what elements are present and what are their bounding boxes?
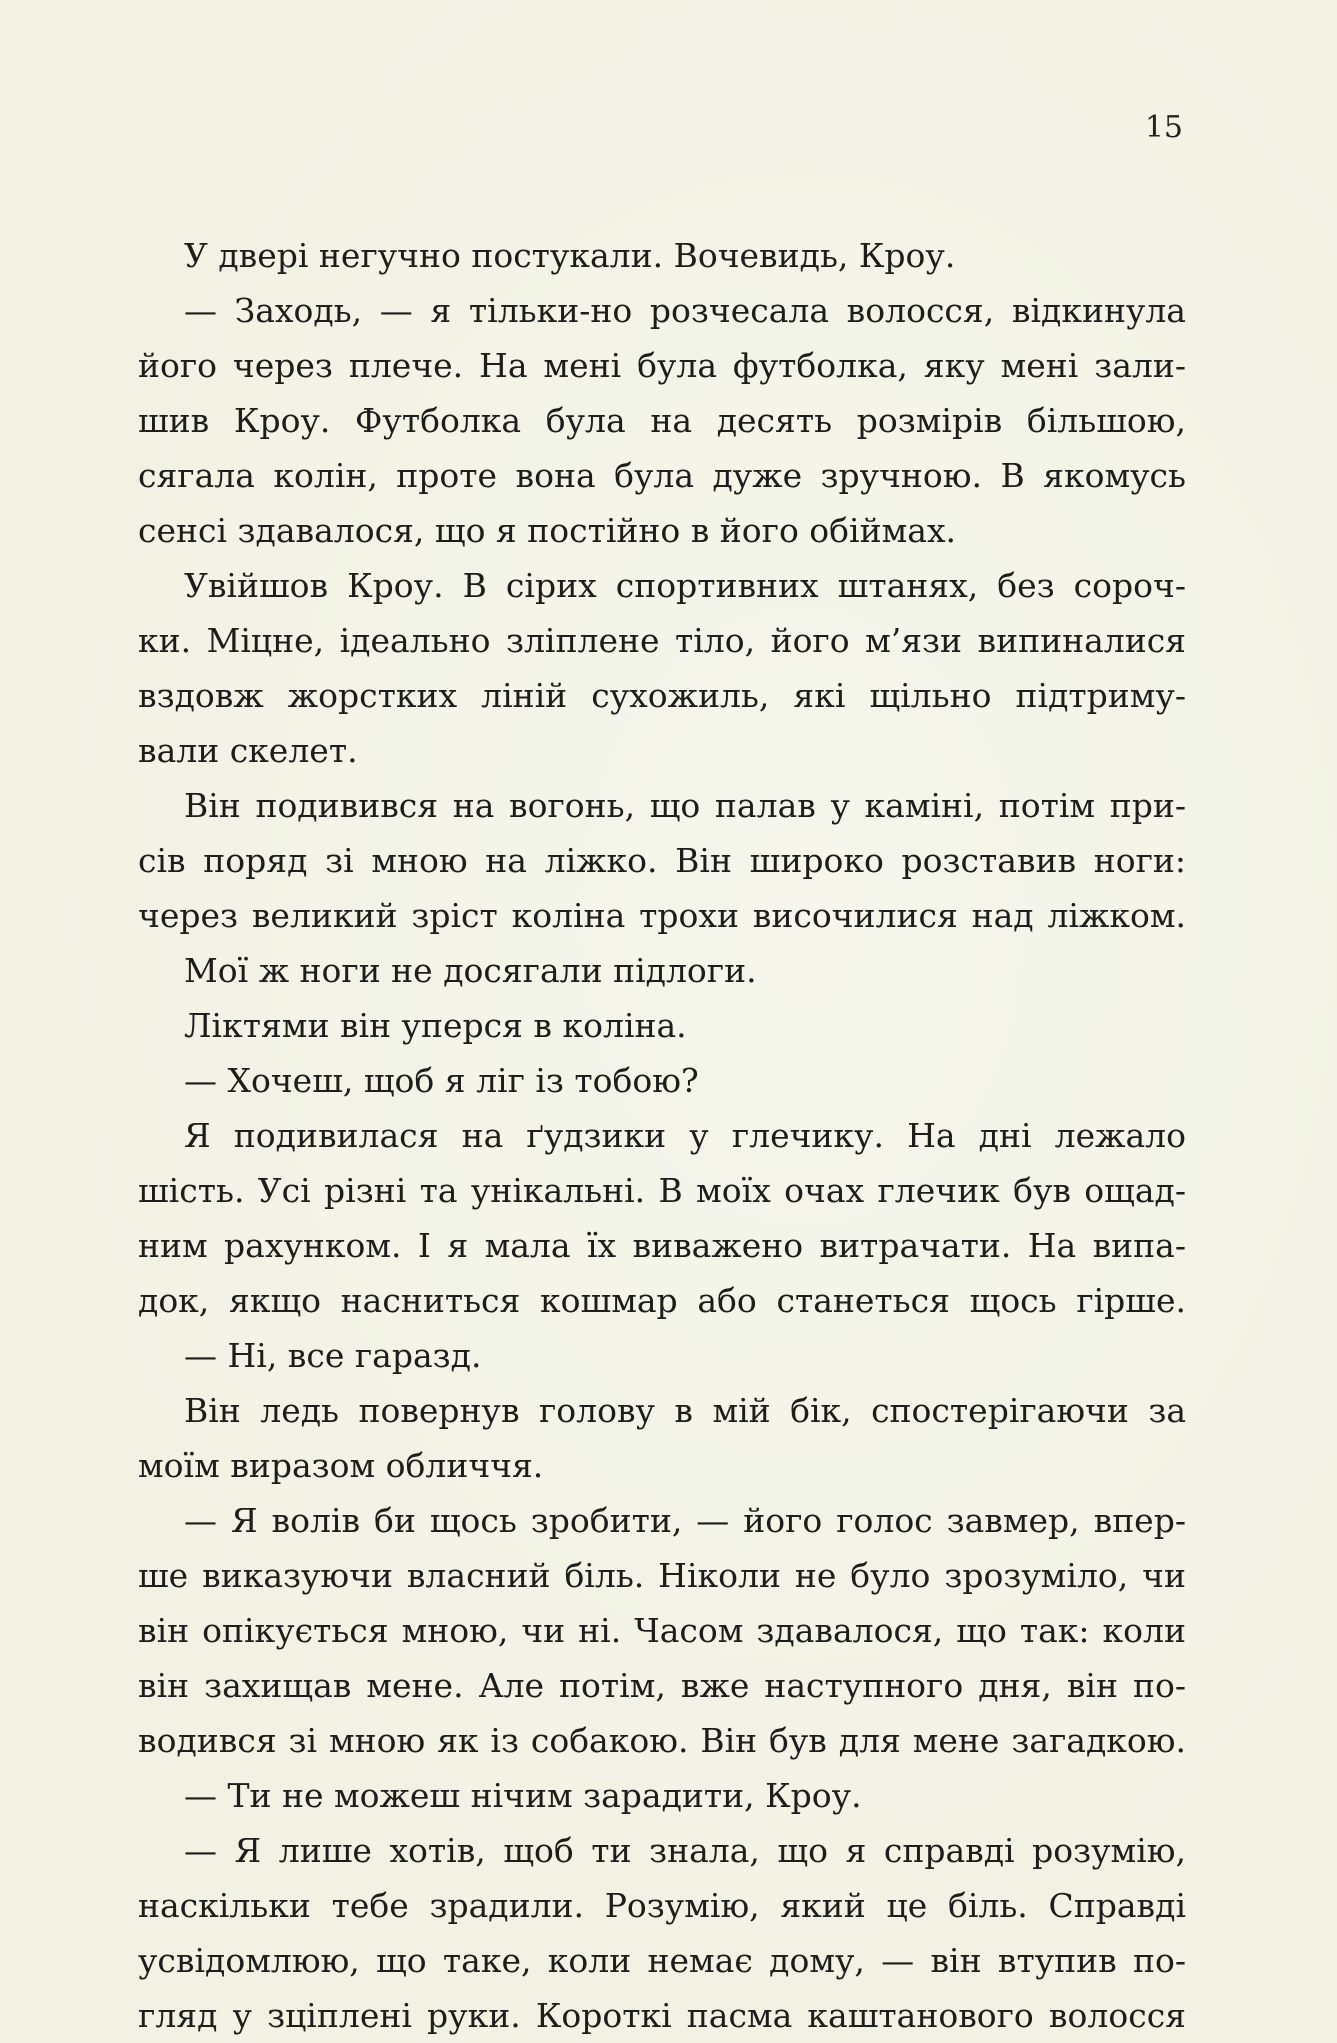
text-line: — Ти не можеш нічим зарадити, Кроу. [184,1776,862,1815]
text-line: — Ні, все гаразд. [184,1336,482,1375]
text-line: сягала колін, проте вона була дуже зручною. В якомусь [138,456,1186,495]
text-line: Ліктями він уперся в коліна. [184,1006,687,1045]
text-line: він опікується мною, чи ні. Часом здавалося, що так: коли [138,1611,1186,1650]
text-line: — Я волів би щось зробити, — його голос завмер, впер- [184,1501,1186,1540]
text-line: моїм виразом обличчя. [138,1446,544,1485]
text-line: ки. Міцне, ідеально зліплене тіло, його м’язи випиналися [138,621,1186,660]
text-line: через великий зріст коліна трохи височилися над ліжком. [138,896,1186,935]
text-line: Я подивилася на ґудзики у глечику. На дні лежало [184,1116,1186,1155]
text-line: Він ледь повернув голову в мій бік, спостерігаючи за [184,1391,1186,1430]
text-line: — Я лише хотів, щоб ти знала, що я справді розумію, [184,1831,1186,1870]
text-line: водився зі мною як із собакою. Він був для мене загадкою. [138,1721,1186,1760]
text-line: шість. Усі різні та унікальні. В моїх очах глечик був ощад- [138,1171,1186,1210]
text-line: док, якщо насниться кошмар або станеться щось гірше. [138,1281,1186,1320]
text-line: наскільки тебе зрадили. Розумію, який це біль. Справді [138,1886,1186,1925]
text-line: сів поряд зі мною на ліжко. Він широко розставив ноги: [138,841,1186,880]
text-line: вали скелет. [138,731,358,770]
text-line: сенсі здавалося, що я постійно в його обіймах. [138,511,957,550]
text-line: — Заходь, — я тільки-но розчесала волосся, відкинула [184,291,1186,330]
page-number: 15 [1144,110,1183,145]
text-line: шив Кроу. Футболка була на десять розмірів більшою, [138,401,1186,440]
text-line: вздовж жорстких ліній сухожиль, які щільно підтриму- [138,676,1186,715]
text-line: Мої ж ноги не досягали підлоги. [184,951,757,990]
text-line: ним рахунком. І я мала їх виважено витрачати. На випа- [138,1226,1186,1265]
text-line: Він подивився на вогонь, що палав у каміні, потім при- [184,786,1186,825]
text-line: гляд у зціплені руки. Короткі пасма каштанового волосся [138,1996,1186,2035]
text-line: Увійшов Кроу. В сірих спортивних штанях, без сороч- [184,566,1186,605]
text-line: його через плече. На мені була футболка, яку мені зали- [138,346,1186,385]
text-line: У двері негучно постукали. Вочевидь, Кроу. [184,236,956,275]
text-line: ше виказуючи власний біль. Ніколи не було зрозуміло, чи [138,1556,1186,1595]
text-line: він захищав мене. Але потім, вже наступного дня, він по- [138,1666,1186,1705]
page-text-body [138,228,1186,2043]
text-line: усвідомлюю, що таке, коли немає дому, — він втупив по- [138,1941,1186,1980]
text-line: — Хочеш, щоб я ліг із тобою? [184,1061,699,1100]
